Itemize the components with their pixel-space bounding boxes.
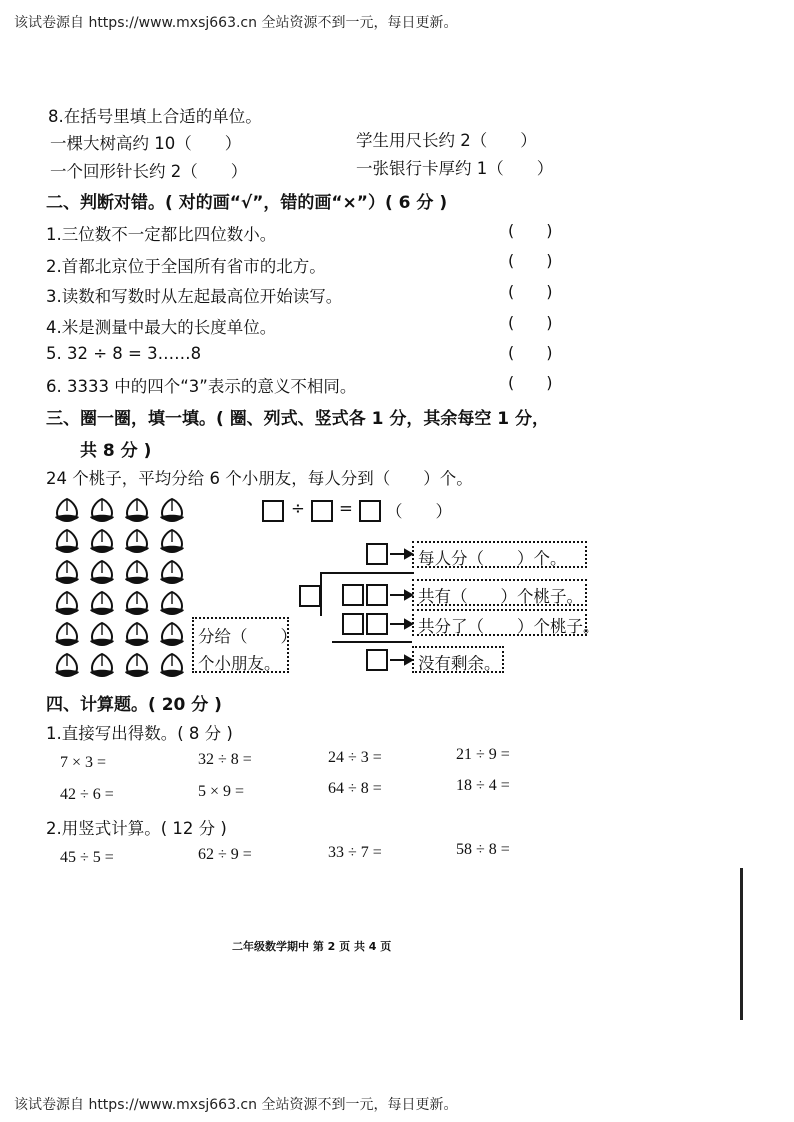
peach-icon[interactable] [87, 559, 117, 585]
judge-item-6: 6. 3333 中的四个“3”表示的意义不相同。 [46, 377, 357, 396]
arrows-svg [388, 540, 414, 680]
peach-icon[interactable] [122, 497, 152, 523]
divisor-box[interactable] [299, 585, 321, 607]
watermark-bottom: 该试卷源自 https://www.mxsj663.cn 全站资源不到一元，每日更新。 [14, 1097, 458, 1113]
dividend-ones-box[interactable] [366, 584, 388, 606]
peach-icon[interactable] [157, 528, 187, 554]
peach-icon[interactable] [157, 621, 187, 647]
equation-dividend-box[interactable] [262, 500, 284, 522]
label-total-peaches[interactable]: 共有（ ）个桃子。 [418, 587, 583, 606]
judge-answer-6[interactable]: ( ) [508, 373, 553, 392]
product-tens-box[interactable] [342, 613, 364, 635]
calc-1-3: 24 ÷ 3 = [328, 749, 382, 766]
scan-edge-line [740, 868, 743, 1020]
judge-answer-3[interactable]: ( ) [508, 282, 553, 301]
calc-1-4: 21 ÷ 9 = [456, 746, 510, 763]
peach-icon[interactable] [122, 528, 152, 554]
fengei-label-line1[interactable]: 分给（ ） [198, 627, 297, 646]
judge-item-3: 3.读数和写数时从左起最高位开始读写。 [46, 287, 343, 306]
label-no-remainder: 没有剩余。 [418, 654, 501, 673]
dividend-tens-box[interactable] [342, 584, 364, 606]
peach-icon[interactable] [122, 621, 152, 647]
calc-3-1: 45 ÷ 5 = [60, 849, 114, 866]
peach-icon[interactable] [87, 497, 117, 523]
part1-title: 1.直接写出得数。( 8 分 ) [46, 724, 233, 743]
peach-icon[interactable] [52, 528, 82, 554]
section3-title-line1: 三、圈一圈，填一填。( 圈、列式、竖式各 1 分，其余每空 1 分， [46, 409, 550, 429]
peach-icon[interactable] [52, 621, 82, 647]
q8-item-1: 一棵大树高约 10（ ） [50, 134, 242, 153]
equation-divide-sign: ÷ [291, 499, 305, 518]
calc-1-2: 32 ÷ 8 = [198, 751, 252, 768]
peach-icon[interactable] [122, 559, 152, 585]
peach-icon[interactable] [122, 652, 152, 678]
peach-icon[interactable] [87, 528, 117, 554]
peach-icon[interactable] [157, 559, 187, 585]
calc-3-3: 33 ÷ 7 = [328, 844, 382, 861]
q8-item-4: 一张银行卡厚约 1（ ） [356, 159, 554, 178]
peach-icon[interactable] [157, 652, 187, 678]
calc-1-1: 7 × 3 = [60, 754, 107, 771]
calc-2-3: 64 ÷ 8 = [328, 780, 382, 797]
judge-item-1: 1.三位数不一定都比四位数小。 [46, 225, 277, 244]
quotient-box[interactable] [366, 543, 388, 565]
calc-3-4: 58 ÷ 8 = [456, 841, 510, 858]
peach-icon[interactable] [52, 652, 82, 678]
judge-answer-5[interactable]: ( ) [508, 343, 553, 362]
peach-icon[interactable] [87, 652, 117, 678]
judge-answer-1[interactable]: ( ) [508, 221, 553, 240]
section3-question: 24 个桃子，平均分给 6 个小朋友，每人分到（ ）个。 [46, 469, 473, 488]
equation-equal-sign: = [339, 499, 353, 518]
peach-icon[interactable] [87, 621, 117, 647]
equation-quotient-box[interactable] [359, 500, 381, 522]
equation-divisor-box[interactable] [311, 500, 333, 522]
label-each-gets[interactable]: 每人分（ ）个。 [418, 549, 567, 568]
section4-title: 四、计算题。( 20 分 ) [46, 695, 222, 715]
peach-icon[interactable] [87, 590, 117, 616]
peach-icon[interactable] [52, 497, 82, 523]
peach-icon[interactable] [52, 590, 82, 616]
equation-unit-paren[interactable]: （ ） [386, 502, 452, 521]
peach-icon[interactable] [157, 590, 187, 616]
q8-item-3: 一个回形针长约 2（ ） [50, 162, 248, 181]
calc-2-1: 42 ÷ 6 = [60, 786, 114, 803]
page-footer: 二年级数学期中 第 2 页 共 4 页 [232, 940, 392, 953]
part2-title: 2.用竖式计算。( 12 分 ) [46, 819, 227, 838]
judge-answer-4[interactable]: ( ) [508, 313, 553, 332]
fengei-label-line2: 个小朋友。 [198, 654, 281, 673]
peach-icon[interactable] [157, 497, 187, 523]
watermark-top: 该试卷源自 https://www.mxsj663.cn 全站资源不到一元，每日更新。 [14, 15, 458, 31]
label-divided-peaches[interactable]: 共分了（ ）个桃子。 [418, 617, 600, 636]
product-ones-box[interactable] [366, 613, 388, 635]
peach-icon[interactable] [122, 590, 152, 616]
calc-3-2: 62 ÷ 9 = [198, 846, 252, 863]
judge-item-2: 2.首都北京位于全国所有省市的北方。 [46, 257, 326, 276]
calc-2-4: 18 ÷ 4 = [456, 777, 510, 794]
remainder-box[interactable] [366, 649, 388, 671]
peach-icon[interactable] [52, 559, 82, 585]
q8-title: 8.在括号里填上合适的单位。 [48, 107, 262, 126]
judge-answer-2[interactable]: ( ) [508, 251, 553, 270]
judge-item-5: 5. 32 ÷ 8 = 3……8 [46, 344, 202, 363]
section3-title-line2: 共 8 分 ) [80, 441, 152, 461]
judge-item-4: 4.米是测量中最大的长度单位。 [46, 318, 277, 337]
q8-item-2: 学生用尺长约 2（ ） [356, 131, 537, 150]
section2-title: 二、判断对错。( 对的画“√”，错的画“×”）( 6 分 ) [46, 193, 448, 213]
calc-2-2: 5 × 9 = [198, 783, 245, 800]
